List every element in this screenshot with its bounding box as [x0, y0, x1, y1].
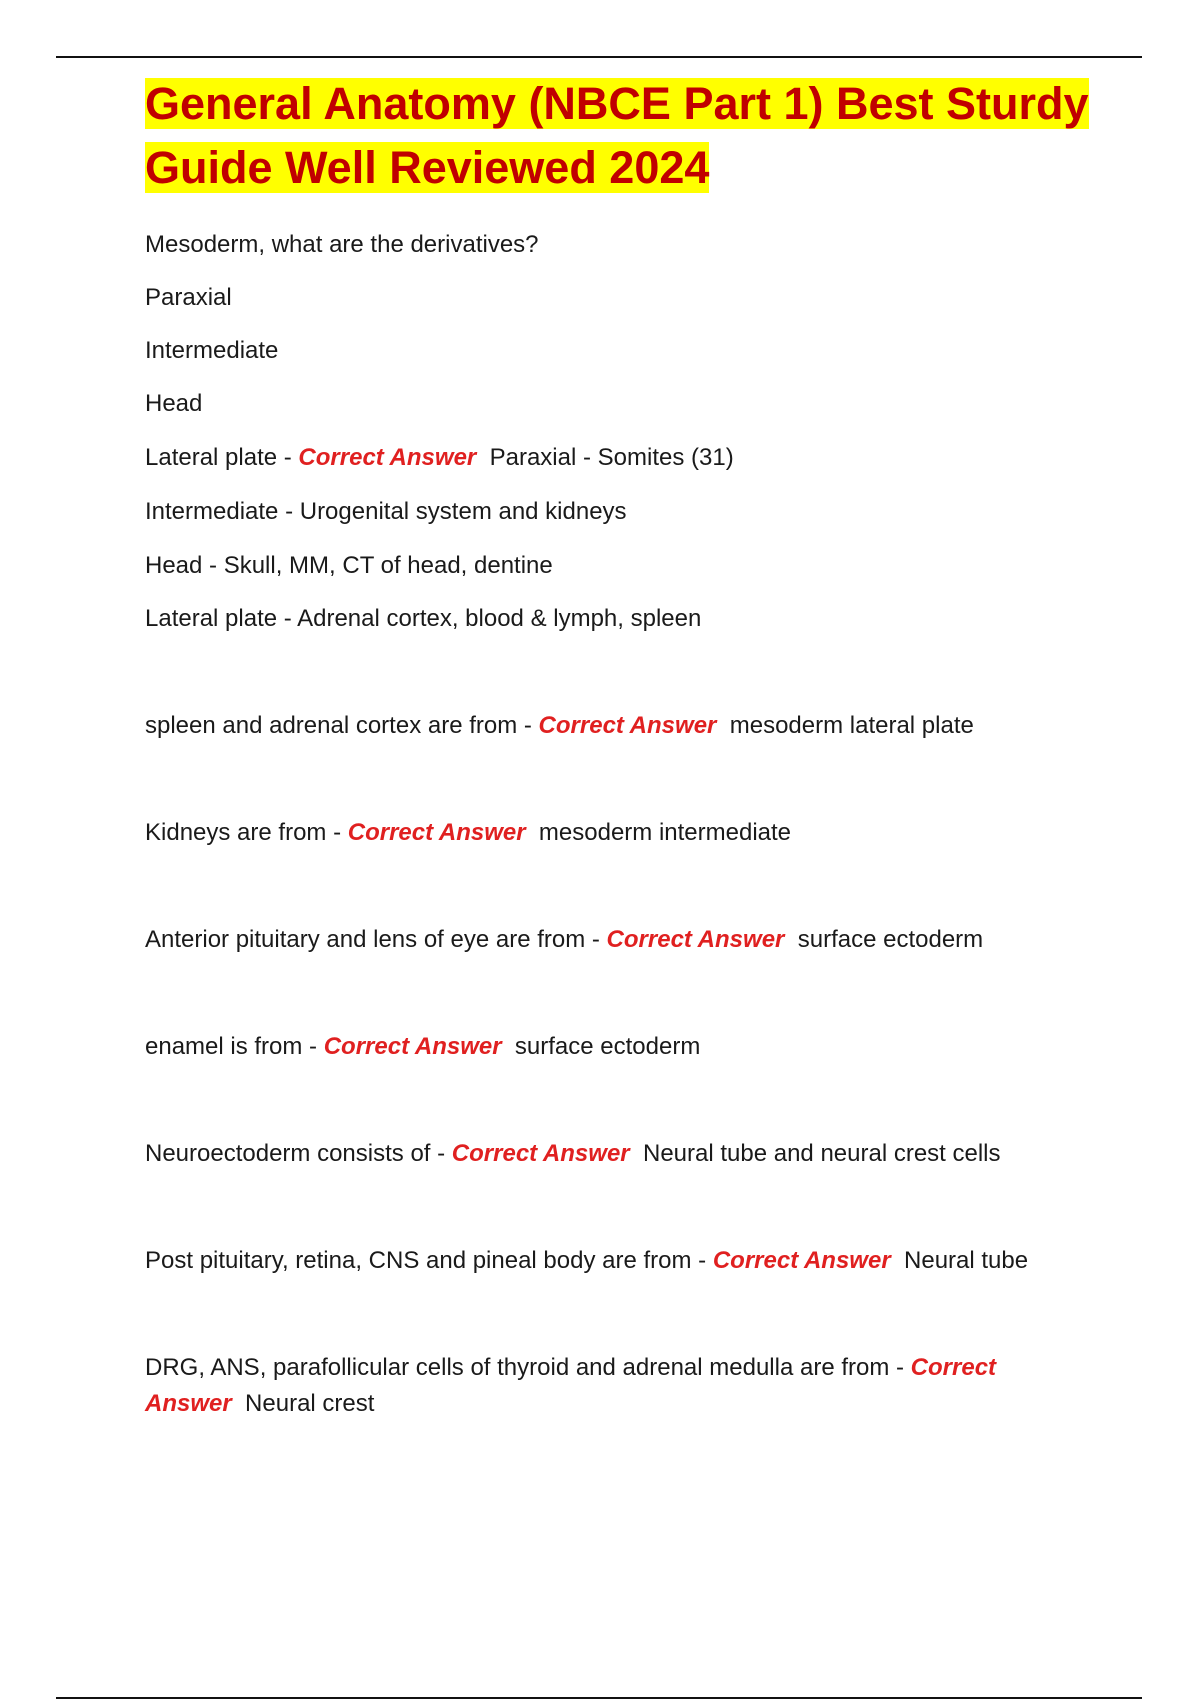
answer-text: Intermediate - Urogenital system and kidneys: [145, 498, 627, 525]
document-title: General Anatomy (NBCE Part 1) Best Sturdy Guide Well Reviewed 2024: [145, 78, 1089, 193]
question-text: Kidneys are from -: [145, 819, 348, 846]
answer-label: Correct Answer: [145, 1354, 997, 1417]
answer-text: surface ectoderm: [797, 926, 984, 953]
question-text: spleen and adrenal cortex are from -: [145, 712, 539, 739]
list-item: Paraxial: [145, 284, 232, 311]
qa-item: [145, 1243, 1095, 1279]
qa-item: [145, 815, 1095, 851]
qa-item: [145, 1029, 1095, 1065]
question-text: Mesoderm, what are the derivatives?: [145, 231, 539, 258]
answer-text: Neural tube and neural crest cells: [642, 1140, 1001, 1167]
answer-text: mesoderm intermediate: [538, 819, 792, 846]
answer-text: Neural crest: [245, 1390, 375, 1417]
answer-label: Correct Answer: [606, 926, 785, 953]
list-item: Intermediate: [145, 337, 279, 364]
answer-text: surface ectoderm: [514, 1033, 701, 1060]
top-rule: [56, 56, 1142, 58]
qa-item: [145, 922, 1095, 958]
answer-text: Neural tube: [904, 1247, 1029, 1274]
question-text: Anterior pituitary and lens of eye are from -: [145, 926, 607, 953]
bottom-rule: [56, 1697, 1142, 1699]
answer-label: Correct Answer: [712, 1247, 891, 1274]
qa-item: [145, 440, 1095, 476]
answer-label: Correct Answer: [451, 1140, 630, 1167]
answer-label: Correct Answer: [298, 444, 477, 471]
qa-item: [145, 1350, 1075, 1422]
question-text: DRG, ANS, parafollicular cells of thyroid and adrenal medulla are from -: [145, 1354, 911, 1381]
question-text: Post pituitary, retina, CNS and pineal body are from -: [145, 1247, 713, 1274]
question-text: Neuroectoderm consists of -: [145, 1140, 452, 1167]
answer-text: Lateral plate - Adrenal cortex, blood & lymph, spleen: [145, 605, 702, 632]
qa-item: [145, 708, 1095, 744]
answer-label: Correct Answer: [347, 819, 526, 846]
answer-text: Paraxial - Somites (31): [489, 444, 734, 471]
answer-label: Correct Answer: [538, 712, 717, 739]
answer-text: Head - Skull, MM, CT of head, dentine: [145, 552, 553, 579]
list-item: Head: [145, 390, 203, 417]
answer-text: mesoderm lateral plate: [729, 712, 974, 739]
question-text: enamel is from -: [145, 1033, 324, 1060]
answer-label: Correct Answer: [323, 1033, 502, 1060]
question-text: Lateral plate -: [145, 444, 299, 471]
qa-item: [145, 1136, 1095, 1172]
